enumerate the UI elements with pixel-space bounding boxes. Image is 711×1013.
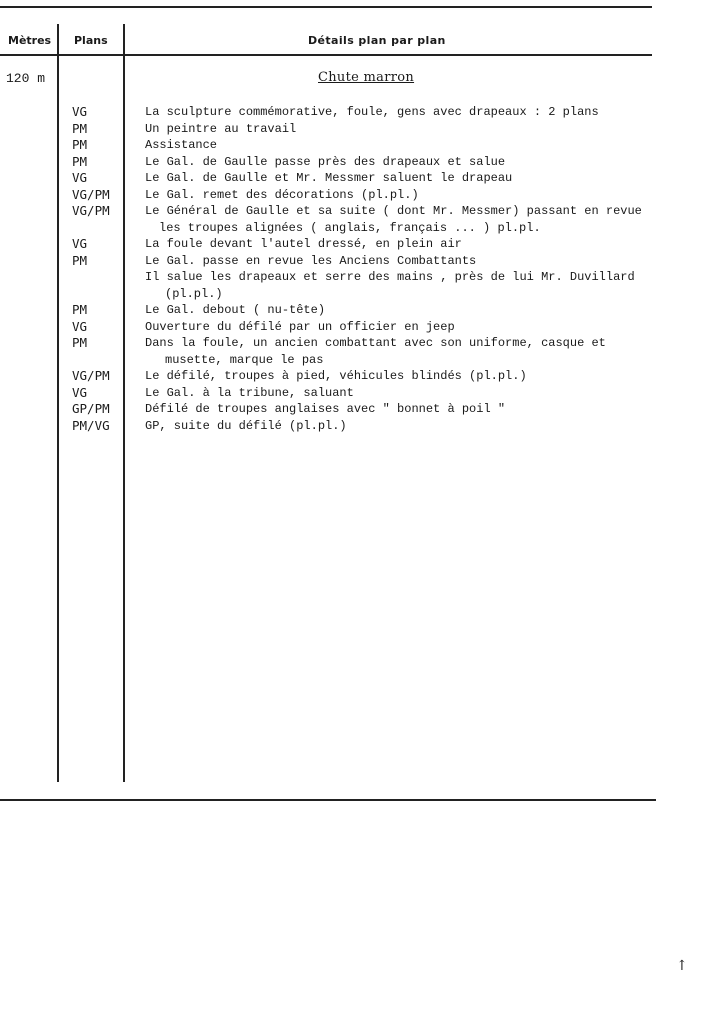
metres-value: 120 m xyxy=(6,71,46,86)
plan-type: VG/PM xyxy=(72,186,110,202)
shot-description xyxy=(145,335,650,368)
description-line: Le Gal. à la tribune, saluant xyxy=(145,385,354,400)
shot-description xyxy=(145,154,650,171)
description-line: musette, marque le pas xyxy=(165,352,324,367)
plan-type: VG xyxy=(72,236,88,251)
shot-description xyxy=(145,203,650,236)
shot-description xyxy=(145,401,650,418)
shot-description xyxy=(145,368,650,385)
header-plans: Plans xyxy=(74,34,108,47)
shot-description xyxy=(145,236,650,253)
shot-description xyxy=(145,319,650,336)
shot-description xyxy=(145,418,650,435)
header-metres: Mètres xyxy=(8,34,52,47)
shot-description xyxy=(145,187,650,204)
description-line: Le Gal. de Gaulle et Mr. Messmer saluent le drapeau xyxy=(145,171,513,185)
shot-description xyxy=(145,137,650,154)
plan-type: PM xyxy=(72,120,88,136)
description-line: les troupes alignées ( anglais, français ... ) pl.pl. xyxy=(159,220,541,235)
description-line: Ouverture du défilé par un officier en jeep xyxy=(145,319,455,334)
shot-description xyxy=(145,170,650,187)
shot-description xyxy=(145,104,650,121)
shot-description xyxy=(145,121,650,138)
description-line: Il salue les drapeaux et serre des mains , près de lui Mr. Duvillard xyxy=(145,270,635,284)
description-line: (pl.pl.) xyxy=(165,286,223,301)
description-line: Dans la foule, un ancien combattant avec son uniforme, casque et xyxy=(145,336,606,350)
scan-mark: ↑ xyxy=(676,958,688,974)
description-line: Le Gal. debout ( nu-tête) xyxy=(145,303,326,317)
section-title: Chute marron xyxy=(318,70,415,85)
top-rule xyxy=(0,6,652,8)
plan-type: VG xyxy=(72,384,88,400)
description-line: Le Gal. remet des décorations (pl.pl.) xyxy=(145,187,419,202)
plan-type: VG/PM xyxy=(72,368,110,383)
shot-description xyxy=(145,385,650,402)
plan-type: PM xyxy=(72,302,88,317)
plan-type: PM xyxy=(72,335,88,350)
description-line: La sculpture commémorative, foule, gens avec drapeaux : 2 plans xyxy=(145,105,599,119)
description-line: Le Gal. de Gaulle passe près des drapeaux et salue xyxy=(145,154,506,169)
bottom-rule xyxy=(0,799,656,801)
plan-type: VG/PM xyxy=(72,203,110,218)
description-line: Défilé de troupes anglaises avec " bonnet à poil " xyxy=(145,402,506,416)
description-line: Un peintre au travail xyxy=(145,121,297,136)
plan-type: PM xyxy=(72,137,88,152)
plan-type: PM/VG xyxy=(72,417,110,433)
column-separator-1 xyxy=(57,24,59,782)
plan-type: PM xyxy=(72,153,88,169)
plan-type: VG xyxy=(72,170,88,185)
description-line: La foule devant l'autel dressé, en plein air xyxy=(145,237,462,251)
shot-description xyxy=(145,253,650,270)
plan-type: VG xyxy=(72,104,88,119)
plan-type: VG xyxy=(72,318,88,334)
description-line: GP, suite du défilé (pl.pl.) xyxy=(145,418,347,433)
plan-type: GP/PM xyxy=(72,401,110,416)
header-detail: Détails plan par plan xyxy=(308,34,446,47)
description-line: Le Gal. passe en revue les Anciens Combattants xyxy=(145,253,477,268)
shot-description xyxy=(145,302,650,319)
shot-description xyxy=(145,269,650,302)
header-rule xyxy=(0,54,652,56)
description-line: Le Général de Gaulle et sa suite ( dont Mr. Messmer) passant en revue xyxy=(145,204,642,218)
plan-type: PM xyxy=(72,252,88,268)
description-line: Assistance xyxy=(145,138,218,152)
description-line: Le défilé, troupes à pied, véhicules blindés (pl.pl.) xyxy=(145,369,527,383)
